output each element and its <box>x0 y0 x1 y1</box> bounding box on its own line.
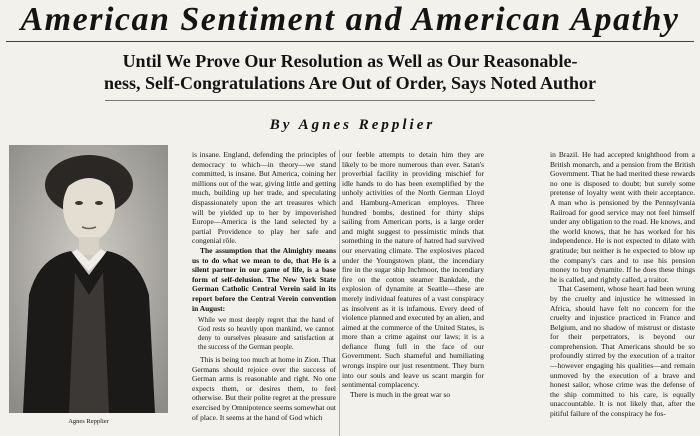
subheadline-line-2: ness, Self-Congratulations Are Out of Order, Says Noted Author <box>103 73 597 93</box>
column-divider <box>339 150 340 436</box>
author-portrait <box>9 145 168 413</box>
paragraph: is insane. England, defending the principles of democracy to which—in theory—we stand committed, is insane. But America, coining her millions out of the war, giving little and getting much, building up her trade, and speculating dispassionately upon the art treasures which will be yielded up to her by impoverished Europe—America is the land selected by a partial Providence to play her safe and congenial rôle. <box>192 150 336 246</box>
byline: By Agnes Repplier <box>269 117 436 133</box>
paragraph: That Casement, whose heart had been wrung by the cruelty and injustice he witnessed in Africa, should have felt no concern for the cruelty and injustice practiced in France and Belgium, and no shadow of mistrust or distaste for their perpetrators, is beyond our comprehension. That Americans should be so profoundly stirred by the execution of a traitor—however engaging his qualities—and remain unmoved by the execution of a brave and honest sailor, whose crime was the defense of the ship committed to his care, is equally unaccountable. It is not likely that, after the pitiful failure of the conspiracy he fos- <box>550 284 695 419</box>
headline-rule <box>6 41 694 42</box>
block-quote: While we most deeply regret that the hand of God rests so heavily upon mankind, we cannot deny to ourselves pleasure and satisfaction at the success of the German people. <box>198 316 334 352</box>
headline: American Sentiment and American Apathy <box>20 1 680 38</box>
paragraph: There is much in the great war so <box>350 389 451 399</box>
paragraph: our feeble attempts to detain him they are likely to be more numerous than ever. Satan's proverbial facility in providing mischief for idle hands to do has been exemplified by the unholy activities of the North German Lloyd and Hamburg-American employes. Three hundred bombs, destined for thirty ships sailing from American ports, is a large order and might suggest to pessimistic minds that something in the nature of hatred had survived our enervating climate. The explosives placed under the Youngstown plant, the incendiary fire in the sugar ship Inchmoor, the incendiary fire on the cotton steamer Bankdale, the explosion of dynamite at Seattle—these are merely individual features of a vast conspiracy as insolvent as it is infamous. Every deed of violence planned and executed by an alien, and aimed at the commerce of the United States, is more than a crime against our laws; it is a defiance flung full in the face of our Government. Such shameful and humiliating wrongs inspire our just resentment. They burn into our souls and leave us scant margin for sentimental complacency. <box>342 150 484 390</box>
subheadline-line-1: Until We Prove Our Resolution as Well as Our Reasonable- <box>122 51 578 71</box>
paragraph: in Brazil. He had accepted knighthood from a British monarch, and a pension from the British Government. That he had merited these rewards no one is disposed to doubt; but surely some pretense of loyalty went with their acceptance. A man who is pensioned by the Pennsylvania Railroad for good service may not feel himself under any obligation to the road. He knows, and the world knows, that he has worked for his independence. He is not expected to dilate with gratitude; but neither is he expected to blow up the company's cars and to use his pension money to buy dynamite. If he does these things he is called, and rightly called, a traitor. <box>550 150 695 284</box>
photo-caption: Agnes Repplier <box>68 418 109 425</box>
subheadline <box>60 50 640 94</box>
author-portrait-image <box>9 145 168 413</box>
paragraph: The assumption that the Almighty means us to do what we mean to do, that He is a silent partner in our game of life, is a base form of self-delusion. The New York State German Catholic Central Verein said in its report before the Central Verein convention in August: <box>192 245 336 313</box>
article-column-3 <box>550 150 695 436</box>
paragraph: This is being too much at home in Zion. That Germans should rejoice over the success of German arms is reasonable and right. No one expects them, or desires them, to feel otherwise. But their polite regret at the pressure exercised by Omnipotence seems somewhat out of place. It seems at the hand of God which <box>192 355 336 422</box>
article-column-1 <box>192 150 336 436</box>
article-column-2 <box>342 150 484 436</box>
subheadline-rule <box>105 100 595 101</box>
